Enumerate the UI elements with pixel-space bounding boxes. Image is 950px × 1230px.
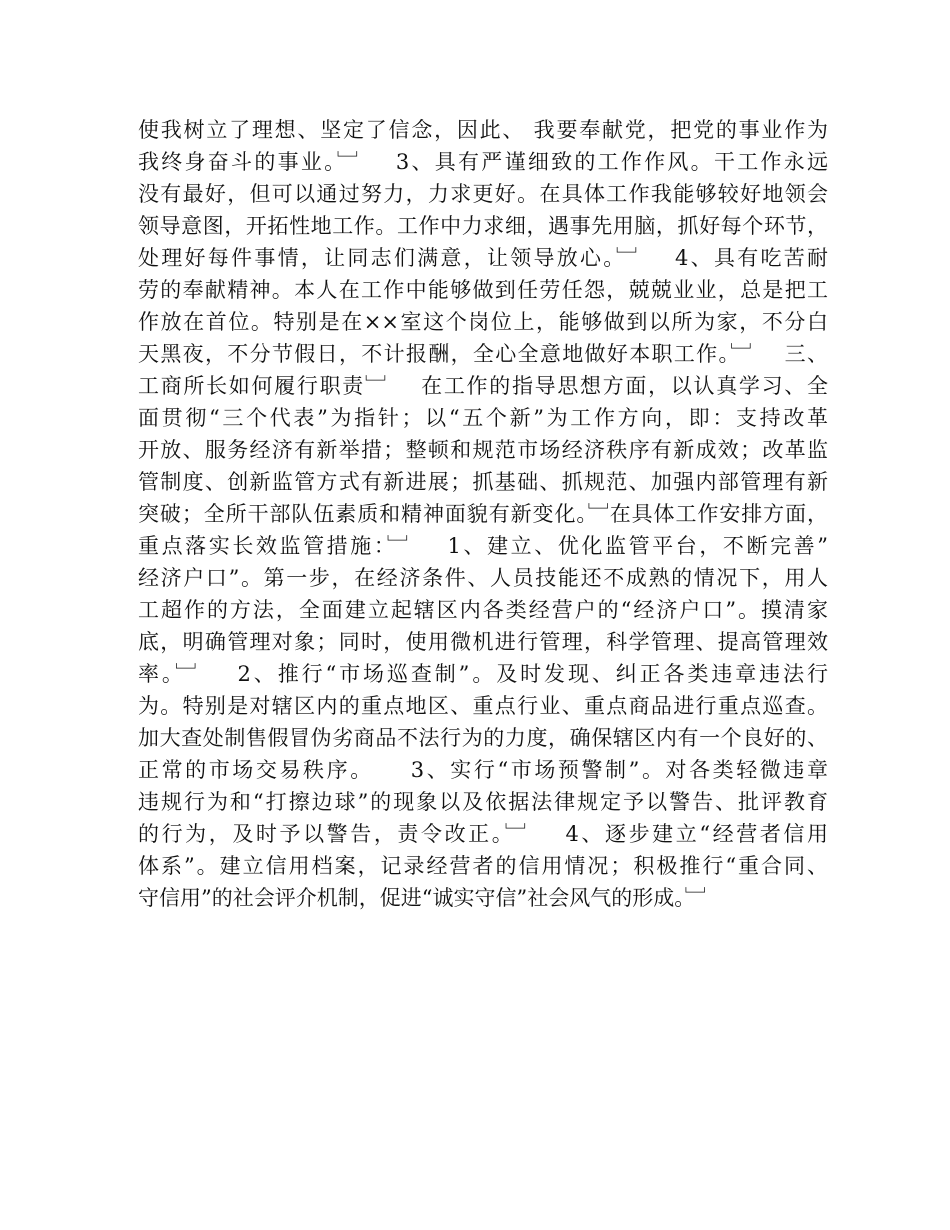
text-line: 正常的市场交易秩序。 3、实行“市场预警制”。对各类轻微违章 — [138, 758, 828, 782]
text-line: 面贯彻“三个代表”为指针；以“五个新”为工作方向，即：支持改革 — [138, 406, 828, 430]
text-line: 违规行为和“打擦边球”的现象以及依据法律规定予以警告、批评教育 — [138, 790, 828, 814]
text-line: 工商所长如何履行职责﹈ 在工作的指导思想方面，以认真学习、全 — [138, 374, 828, 398]
text-line: 体系”。建立信用档案，记录经营者的信用情况；积极推行“重合同、 — [138, 854, 828, 878]
text-line: 使我树立了理想、坚定了信念，因此、 我要奉献党，把党的事业作为 — [138, 118, 828, 142]
text-line: 工超作的方法，全面建立起辖区内各类经营户的“经济户口”。摸清家 — [138, 598, 828, 622]
text-line: 开放、服务经济有新举措；整顿和规范市场经济秩序有新成效；改革监 — [138, 438, 828, 462]
text-line: 我终身奋斗的事业。﹈ 3、具有严谨细致的工作作风。干工作永远 — [138, 150, 828, 174]
text-line: 作放在首位。特别是在××室这个岗位上，能够做到以所为家，不分白 — [138, 310, 828, 334]
text-line: 加大查处制售假冒伪劣商品不法行为的力度，确保辖区内有一个良好的、 — [138, 726, 828, 750]
text-line: 率。﹈ 2、推行“市场巡查制”。及时发现、纠正各类违章违法行 — [138, 662, 828, 686]
text-line: 处理好每件事情，让同志们满意，让领导放心。﹈ 4、具有吃苦耐 — [138, 246, 828, 270]
text-line: 天黑夜，不分节假日，不计报酬，全心全意地做好本职工作。﹈ 三、 — [138, 342, 828, 366]
text-line: 底，明确管理对象；同时，使用微机进行管理，科学管理、提高管理效 — [138, 630, 828, 654]
text-line: 为。特别是对辖区内的重点地区、重点行业、重点商品进行重点巡查。 — [138, 694, 828, 718]
text-line: 突破；全所干部队伍素质和精神面貌有新变化。﹈在具体工作安排方面， — [138, 502, 828, 526]
text-line: 守信用”的社会评介机制，促进“诚实守信”社会风气的形成。﹈ — [138, 886, 706, 910]
body-text — [138, 114, 828, 914]
text-line: 没有最好，但可以通过努力，力求更好。在具体工作我能够较好地领会 — [138, 182, 828, 206]
text-line: 管制度、创新监管方式有新进展；抓基础、抓规范、加强内部管理有新 — [138, 470, 828, 494]
text-line: 领导意图，开拓性地工作。工作中力求细，遇事先用脑，抓好每个环节， — [138, 214, 828, 238]
text-line: 经济户口”。第一步，在经济条件、人员技能还不成熟的情况下，用人 — [138, 566, 828, 590]
text-line: 的行为，及时予以警告，责令改正。﹈ 4、逐步建立“经营者信用 — [138, 822, 828, 846]
text-line: 劳的奉献精神。本人在工作中能够做到任劳任怨，兢兢业业，总是把工 — [138, 278, 828, 302]
text-line: 重点落实长效监管措施：﹈ 1、建立、优化监管平台，不断完善” — [138, 534, 828, 558]
